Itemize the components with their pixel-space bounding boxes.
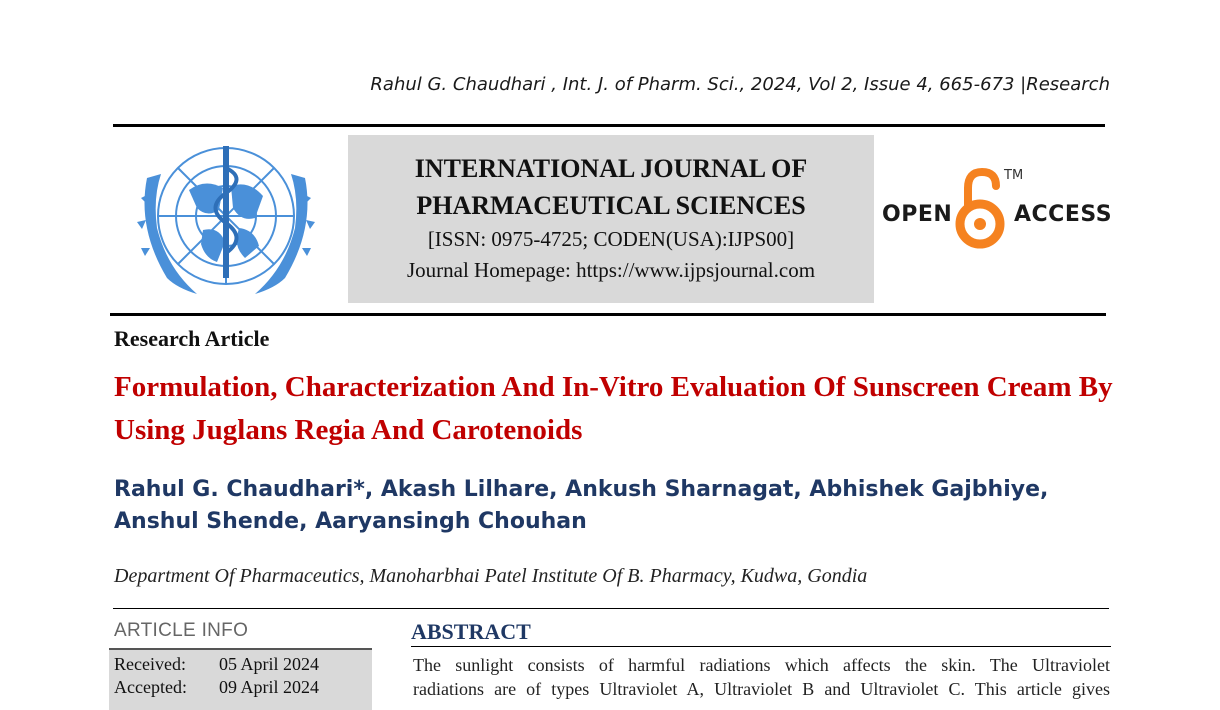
journal-title (348, 150, 874, 224)
open-access-word-open: OPEN (882, 202, 953, 227)
article-info-heading: ARTICLE INFO (114, 620, 249, 641)
journal-masthead (348, 135, 874, 303)
abstract-text (413, 653, 1110, 701)
accepted-date: 09 April 2024 (219, 677, 320, 697)
author-list (114, 474, 1114, 538)
trademark-label: TM (1004, 168, 1024, 183)
paper-title: Formulation, Characterization And In-Vitro Evaluation Of Sunscreen Cream By Using Juglans Regia And Carotenoids (114, 371, 1113, 446)
running-head: Rahul G. Chaudhari , Int. J. of Pharm. Sci., 2024, Vol 2, Issue 4, 665-673 |Research (370, 74, 1110, 95)
abstract-line2: radiations are of types Ultraviolet A, Ultraviolet B and Ultraviolet C. This article gives (413, 679, 1110, 699)
author-list-line1: Rahul G. Chaudhari*, Akash Lilhare, Ankush Sharnagat, Abhishek Gajbhiye, (114, 477, 1049, 502)
section-rule (113, 608, 1109, 609)
received-row (114, 654, 319, 675)
abstract-line1: The sunlight consists of harmful radiations which affects the skin. The Ultraviolet (413, 655, 1110, 675)
journal-title-line2: PHARMACEUTICAL SCIENCES (416, 191, 806, 220)
journal-homepage: Journal Homepage: https://www.ijpsjournal.com (406, 258, 816, 282)
journal-issn: [ISSN: 0975-4725; CODEN(USA):IJPS00] (427, 227, 795, 251)
journal-title-line1: INTERNATIONAL JOURNAL OF (414, 154, 808, 183)
header-rule (110, 313, 1106, 316)
abstract-heading: ABSTRACT (411, 619, 531, 644)
affiliation: Department Of Pharmaceutics, Manoharbhai Patel Institute Of B. Pharmacy, Kudwa, Gondia (114, 565, 868, 587)
article-info-box (109, 648, 372, 710)
received-label: Received: (114, 654, 186, 674)
author-list-line2: Anshul Shende, Aaryansingh Chouhan (114, 509, 587, 534)
abstract-rule (411, 646, 1111, 647)
open-access-lock-icon (954, 166, 1006, 252)
accepted-label: Accepted: (114, 677, 187, 697)
article-type: Research Article (114, 326, 270, 351)
open-access-logo (880, 166, 1113, 252)
journal-emblem-logo (127, 138, 325, 306)
top-rule (113, 124, 1105, 127)
received-date: 05 April 2024 (219, 654, 320, 674)
open-access-word-access: ACCESS (1014, 202, 1113, 227)
